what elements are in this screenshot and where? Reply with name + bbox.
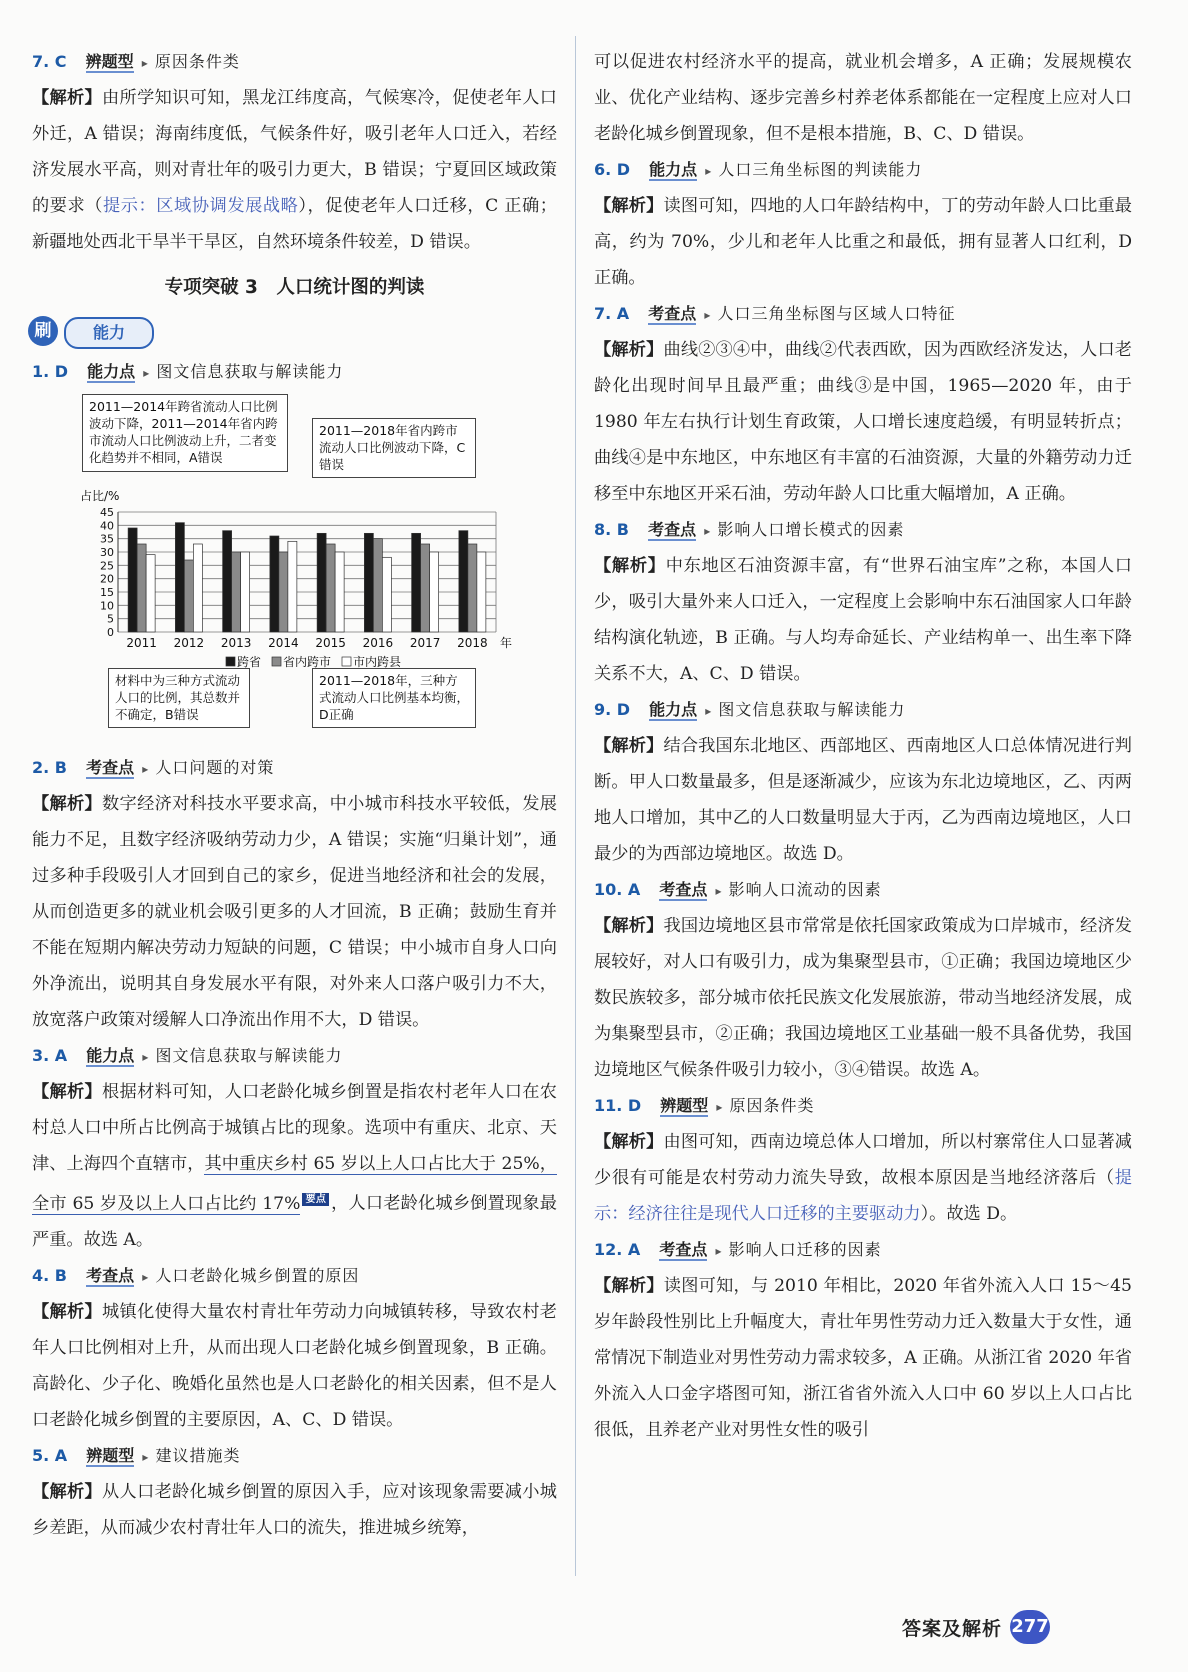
question-tag: 考查点 — [659, 1240, 708, 1259]
triangle-arrow-icon: ▸ — [143, 366, 150, 380]
question-number: 2. B — [32, 758, 67, 777]
explanation-text: 由所学知识可知，黑龙江纬度高，气候寒冷，促使老年人口外迁，A 错误；海南纬度低，气候条件好，吸引老年人口迁入，若经济发展水平高，则对青壮年的吸引力更大，B 错误；宁夏回区域政策的要求（ — [32, 88, 557, 216]
question-category: 图文信息获取与解读能力 — [718, 700, 906, 719]
explanation-text: 曲线②③④中，曲线②代表西欧，因为西欧经济发达，人口老龄化出现时间早且最严重；曲线③是中国，1965—2020 年，由于 1980 年左右执行计划生育政策，人口增长速度趋缓，有明显转折点；曲线④是中东地区，中东地区有丰富的石油资源，大量的外籍劳动力迁移至中东地区开采石油，劳动年龄人口比重大幅增加，A 正确。 — [594, 340, 1132, 504]
bar-3 — [477, 552, 486, 632]
ability-banner — [28, 310, 557, 354]
legend-swatch — [342, 657, 351, 666]
bar-2 — [279, 552, 288, 632]
bar-2 — [326, 544, 335, 632]
explanation-text: 我国边境地区县市常常是依托国家政策成为口岸城市，经济发展较好，对人口有吸引力，成为集聚型县市，①正确；我国边境地区少数民族较多，部分城市依托民族文化发展旅游，带动当地经济发展，成为集聚型县市，②正确；我国边境地区工业基础一般不具备优势，我国边境地区气候条件吸引力较小，③④错误。故选 A。 — [594, 916, 1132, 1080]
hint-text: 提示：区域协调发展战略 — [103, 196, 299, 216]
question-number: 11. D — [594, 1096, 642, 1115]
bar-2 — [421, 544, 430, 632]
question-category: 影响人口增长模式的因素 — [717, 520, 905, 539]
q3-header — [32, 1038, 557, 1074]
y-axis-label: 占比/% — [80, 489, 120, 503]
q6-explanation — [594, 188, 1132, 296]
q5-explanation-continued: 可以促进农村经济水平的提高，就业机会增多，A 正确；发展规模农业、优化产业结构、逐步完善乡村养老体系都能在一定程度上应对人口老龄化城乡倒置现象，但不是根本措施，B、C、D 错误。 — [594, 52, 1132, 144]
triangle-arrow-icon: ▸ — [142, 1050, 149, 1064]
triangle-arrow-icon: ▸ — [716, 1100, 723, 1114]
triangle-arrow-icon: ▸ — [715, 1244, 722, 1258]
page-footer — [902, 1610, 1122, 1646]
brush-badge: 刷 — [28, 316, 58, 346]
question-number: 3. A — [32, 1046, 68, 1065]
y-tick-label: 0 — [107, 626, 114, 639]
question-tag: 考查点 — [659, 880, 708, 899]
bar-3 — [288, 541, 297, 632]
x-tick-label: 2011 — [126, 636, 157, 650]
x-tick-label: 2012 — [173, 636, 205, 650]
q3-explanation — [32, 1074, 557, 1258]
legend-label: 省内跨市 — [283, 655, 332, 669]
q6-header — [594, 152, 1132, 188]
q4-explanation — [32, 1294, 557, 1438]
question-category: 影响人口迁移的因素 — [728, 1240, 882, 1259]
q8-header — [594, 512, 1132, 548]
explanation-text: 结合我国东北地区、西部地区、西南地区人口总体情况进行判断。甲人口数量最多，但是逐渐减少，应该为东北边境地区，乙、丙两地人口增加，其中乙的人口数量明显大于丙，乙为西南边境地区，人口最少的为西部边境地区。故选 D。 — [594, 736, 1132, 864]
q12-explanation — [594, 1268, 1132, 1448]
question-number: 8. B — [594, 520, 629, 539]
x-tick-label: 2015 — [315, 636, 346, 650]
x-tick-label: 2016 — [362, 636, 394, 650]
question-number: 6. D — [594, 160, 631, 179]
question-tag: 考查点 — [86, 1265, 135, 1285]
y-tick-label: 10 — [100, 599, 114, 613]
question-tag: 能力点 — [649, 160, 698, 179]
explanation-text: ，人口老龄化城乡倒置现象最严重。故选 A。 — [32, 1193, 557, 1250]
q12-header — [594, 1232, 1132, 1268]
q5-explanation — [32, 1474, 557, 1546]
chart-note-top-right: 2011—2018年省内跨市流动人口比例波动下降，C错误 — [312, 418, 476, 478]
question-tag: 辨题型 — [86, 1445, 135, 1465]
y-tick-label: 20 — [100, 572, 114, 586]
explanation-label: 【解析】 — [594, 1132, 664, 1152]
explanation-text: ）。故选 D。 — [920, 1204, 1018, 1224]
page-number: 277 — [1010, 1610, 1050, 1644]
left-column — [32, 44, 557, 1546]
legend-swatch — [226, 657, 235, 666]
explanation-text: 从人口老龄化城乡倒置的原因入手，应对该现象需要减小城乡差距，从而减少农村青壮年人口的流失，推进城乡统筹， — [32, 1481, 557, 1538]
explanation-label: 【解析】 — [594, 736, 664, 756]
key-point-underlined: 其中重庆乡村 65 岁以上人口占比大于 25%，全市 65 岁及以上人口占比约 17% — [32, 1154, 557, 1214]
question-category: 影响人口流动的因素 — [728, 880, 882, 899]
explanation-label: 【解析】 — [594, 196, 664, 216]
bar-1 — [128, 528, 137, 632]
q8-explanation — [594, 548, 1132, 692]
question-number: 9. D — [594, 700, 631, 719]
question-tag: 能力点 — [87, 362, 136, 381]
question-number: 12. A — [594, 1240, 641, 1259]
triangle-arrow-icon: ▸ — [715, 884, 722, 898]
question-tag: 能力点 — [649, 700, 698, 719]
explanation-label: 【解析】 — [594, 916, 664, 936]
question-category: 人口老龄化城乡倒置的原因 — [155, 1265, 360, 1285]
x-tick-label: 2014 — [268, 636, 299, 650]
question-number: 7. A — [594, 304, 630, 323]
question-category: 建议措施类 — [155, 1445, 241, 1465]
bar-1 — [412, 533, 421, 632]
y-tick-label: 25 — [100, 559, 114, 573]
explanation-label: 【解析】 — [32, 1082, 103, 1102]
footer-label: 答案及解析 — [902, 1618, 1003, 1640]
explanation-label: 【解析】 — [594, 556, 666, 576]
question-tag: 考查点 — [648, 520, 697, 539]
legend-label: 跨省 — [237, 655, 262, 669]
q10-header — [594, 872, 1132, 908]
explanation-text: 数字经济对科技水平要求高，中小城市科技水平较低，发展能力不足，且数字经济吸纳劳动力少，A 错误；实施“归巢计划”，通过多种手段吸引人才回到自己的家乡，促进当地经济和社会的发展，从而创造更多的就业机会吸引更多的人才回流，B 正确；鼓励生育并不能在短期内解决劳动力短缺的问题，C 错误；中小城市自身人口向外净流出，说明其自身发展水平有限，对外来人口落户吸引力不大，放宽落户政策对缓解人口净流出作用不大，D 错误。 — [32, 794, 557, 1030]
bar-3 — [335, 552, 344, 632]
x-tick-label: 2018 — [457, 636, 488, 650]
bar-2 — [232, 552, 241, 632]
q7r-explanation — [594, 332, 1132, 512]
question-tag: 辨题型 — [660, 1096, 709, 1115]
explanation-label: 【解析】 — [32, 794, 103, 814]
explanation-text: 读图可知，与 2010 年相比，2020 年省外流入人口 15～45 岁年龄段性别比上升幅度大，青壮年男性劳动力迁入数量大于女性，通常情况下制造业对男性劳动力需求较多，A 正确。从浙江省 2020 年省外流入人口金字塔图可知，浙江省省外流入人口中 60 岁以上人口占比很低，且养老产业对男性女性的吸引 — [594, 1276, 1132, 1440]
explanation-label: 【解析】 — [594, 340, 664, 360]
question-tag: 考查点 — [648, 304, 697, 323]
bar-1 — [317, 533, 326, 632]
key-point-label: 要点 — [302, 1193, 329, 1206]
bar-2 — [468, 544, 477, 632]
explanation-text: 中东地区石油资源丰富，有“世界石油宝库”之称，本国人口少，吸引大量外来人口迁入，一定程度上会影响中东石油国家人口年龄结构演化轨迹，B 正确。与人均寿命延长、产业结构单一、出生率下降关系不大，A、C、D 错误。 — [594, 556, 1132, 684]
migration-chart-annotated — [76, 390, 546, 750]
bar-chart — [76, 482, 546, 672]
question-category: 原因条件类 — [154, 52, 240, 71]
q9-explanation — [594, 728, 1132, 872]
explanation-label: 【解析】 — [32, 1301, 103, 1322]
triangle-arrow-icon: ▸ — [705, 704, 712, 718]
question-category: 图文信息获取与解读能力 — [155, 1046, 343, 1065]
y-tick-label: 45 — [100, 506, 114, 519]
bar-1 — [459, 531, 468, 632]
q2-header — [32, 750, 557, 786]
q10-explanation — [594, 908, 1132, 1088]
q11-explanation — [594, 1124, 1132, 1232]
q7-header — [32, 44, 557, 80]
bar-2 — [137, 544, 146, 632]
question-number: 10. A — [594, 880, 641, 899]
explanation-label: 【解析】 — [594, 1276, 664, 1296]
triangle-arrow-icon: ▸ — [705, 164, 712, 178]
question-tag: 考查点 — [86, 758, 135, 777]
bar-3 — [382, 557, 391, 632]
explanation-text: 读图可知，四地的人口年龄结构中，丁的劳动年龄人口比重最高，约为 70%，少儿和老年人比重之和最低，拥有显著人口红利，D 正确。 — [594, 196, 1132, 288]
bar-1 — [270, 536, 279, 632]
y-tick-label: 40 — [100, 519, 114, 533]
x-tick-label: 2013 — [220, 636, 252, 650]
y-tick-label: 35 — [100, 532, 114, 546]
x-tick-label: 2017 — [409, 636, 441, 650]
q2-explanation — [32, 786, 557, 1038]
question-tag: 能力点 — [86, 1046, 135, 1065]
column-divider — [575, 36, 576, 1576]
explanation-text: 由图可知，西南边境总体人口增加，所以村寨常住人口显著减少很有可能是农村劳动力流失导致，故根本原因是当地经济落后（ — [594, 1132, 1132, 1188]
q7-explanation — [32, 80, 557, 260]
right-column — [594, 44, 1132, 1448]
question-number: 5. A — [32, 1445, 68, 1465]
bar-3 — [430, 552, 439, 632]
hint-text: 提示：经济往往是现代人口迁移的主要驱动力 — [594, 1168, 1132, 1224]
explanation-text: 城镇化使得大量农村青壮年劳动力向城镇转移，导致农村老年人口比例相对上升，从而出现人口老龄化城乡倒置现象，B 正确。高龄化、少子化、晚婚化虽然也是人口老龄化的相关因素，但不是人口老龄化城乡倒置的主要原因，A、C、D 错误。 — [32, 1301, 557, 1430]
explanation-text: 根据材料可知，人口老龄化城乡倒置是指农村老年人口在农村总人口中所占比例高于城镇占比的现象。选项中有重庆、北京、天津、上海四个直辖市， — [32, 1082, 557, 1174]
q11-header — [594, 1088, 1132, 1124]
ability-pill: 能力 — [64, 317, 154, 349]
explanation-text: ），促使老年人口迁移，C 正确；新疆地处西北干旱半干旱区，自然环境条件较差，D 错误。 — [32, 196, 557, 252]
explanation-label: 【解析】 — [32, 1481, 103, 1502]
legend-label: 市内跨县 — [353, 655, 402, 669]
legend-swatch — [272, 657, 281, 666]
triangle-arrow-icon: ▸ — [142, 1269, 149, 1284]
triangle-arrow-icon: ▸ — [142, 1449, 149, 1464]
bar-3 — [193, 544, 202, 632]
triangle-arrow-icon: ▸ — [704, 308, 711, 322]
triangle-arrow-icon: ▸ — [704, 524, 711, 538]
bar-1 — [175, 523, 184, 632]
explanation-label: 【解析】 — [32, 88, 103, 108]
question-category: 人口问题的对策 — [155, 758, 275, 777]
q9-header — [594, 692, 1132, 728]
question-category: 图文信息获取与解读能力 — [156, 362, 344, 381]
y-tick-label: 15 — [100, 586, 114, 599]
chart-note-top-left: 2011—2014年跨省流动人口比例波动下降，2011—2014年省内跨市流动人口比例波动上升，二者变化趋势并不相同，A错误 — [82, 394, 288, 472]
triangle-arrow-icon: ▸ — [142, 762, 149, 776]
y-tick-label: 30 — [100, 546, 114, 559]
question-tag: 辨题型 — [85, 52, 134, 71]
y-tick-label: 5 — [107, 612, 114, 626]
q5-header — [32, 1438, 557, 1474]
bar-2 — [184, 560, 193, 632]
question-number: 4. B — [32, 1265, 67, 1285]
q4-header — [32, 1258, 557, 1294]
question-number: 7. C — [32, 52, 67, 71]
bar-1 — [223, 531, 232, 632]
question-category: 人口三角坐标图的判读能力 — [718, 160, 923, 179]
bar-3 — [146, 555, 155, 632]
q1-header — [32, 354, 557, 390]
chart-note-bottom-right: 2011—2018年，三种方式流动人口比例基本均衡，D正确 — [312, 668, 476, 728]
chart-note-bottom-left: 材料中为三种方式流动人口的比例，其总数并不确定，B错误 — [108, 668, 250, 728]
question-category: 原因条件类 — [729, 1096, 815, 1115]
bar-2 — [373, 539, 382, 632]
x-axis-label: 年 — [500, 636, 513, 650]
q7r-header — [594, 296, 1132, 332]
bar-1 — [364, 533, 373, 632]
question-number: 1. D — [32, 362, 69, 381]
bar-3 — [241, 552, 250, 632]
section-title: 专项突破 3 人口统计图的判读 — [164, 277, 425, 298]
question-category: 人口三角坐标图与区域人口特征 — [717, 304, 956, 323]
triangle-arrow-icon: ▸ — [141, 56, 148, 70]
